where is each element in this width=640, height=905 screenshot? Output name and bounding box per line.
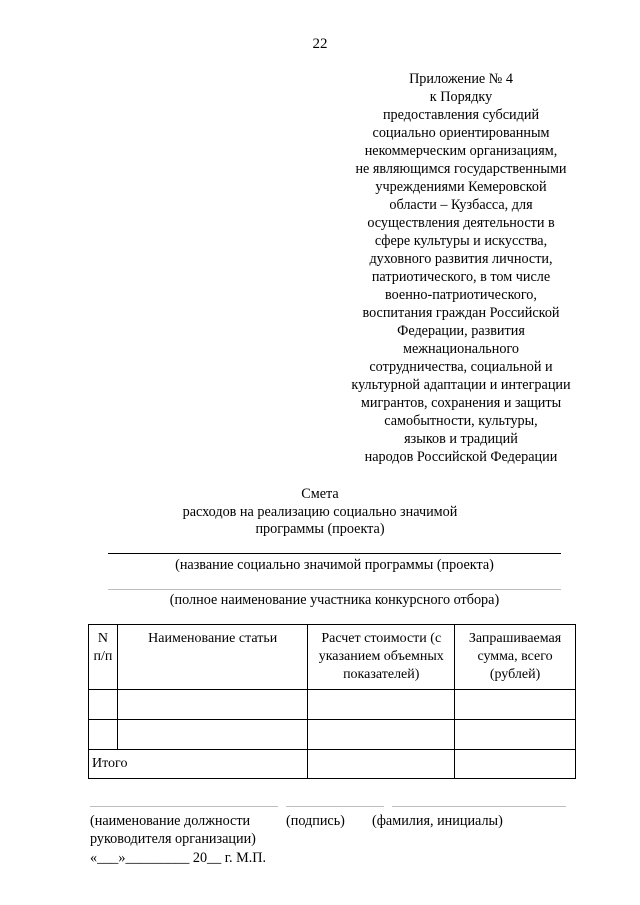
- estimate-subtitle-line-2: программы (проекта): [255, 521, 385, 537]
- date-stamp-line: «___»_________ 20__ г. М.П.: [90, 850, 267, 866]
- header-cost-calculation: Расчет стоимости (с указанием объемных показателей): [308, 625, 455, 690]
- participant-name-line: [108, 589, 561, 590]
- annex-line: предоставления субсидий: [382, 107, 540, 123]
- annex-line: Приложение № 4: [409, 71, 513, 87]
- table-header-row: [89, 625, 576, 690]
- annex-line: области – Кузбасса, для: [389, 197, 533, 213]
- annex-header: [330, 70, 592, 466]
- annex-line: социально ориентированным: [372, 125, 550, 141]
- annex-line: культурной адаптации и интеграции: [351, 377, 571, 393]
- position-label: (наименование должности: [90, 813, 251, 829]
- annex-line: самобытности, культуры,: [384, 413, 538, 429]
- sign-signature-line: [286, 806, 384, 807]
- annex-line: духовного развития личности,: [369, 251, 553, 267]
- table-cell[interactable]: [117, 690, 307, 720]
- table-row: [89, 720, 576, 750]
- annex-line: не являющимся государственными: [355, 161, 567, 177]
- estimate-title: Смета: [301, 486, 339, 502]
- table-cell[interactable]: [308, 720, 455, 750]
- annex-line: Федерации, развития: [397, 323, 525, 339]
- annex-line: сотрудничества, социальной и: [369, 359, 553, 375]
- annex-line: воспитания граждан Российской: [362, 305, 560, 321]
- table-cell[interactable]: [89, 720, 118, 750]
- annex-line: к Порядку: [429, 89, 493, 105]
- table-cell[interactable]: [117, 720, 307, 750]
- annex-line: языков и традиций: [404, 431, 518, 447]
- annex-line: народов Российской Федерации: [364, 449, 558, 465]
- estimate-table: [88, 624, 576, 779]
- annex-line: мигрантов, сохранения и защиты: [360, 395, 562, 411]
- participant-name-caption: (полное наименование участника конкурсного отбора): [169, 592, 500, 608]
- annex-line: сфере культуры и искусства,: [374, 233, 548, 249]
- annex-line: военно-патриотического,: [385, 287, 537, 303]
- total-label: Итого: [89, 750, 308, 779]
- name-signature-line: [392, 806, 566, 807]
- annex-line: осуществления деятельности в: [367, 215, 555, 231]
- estimate-subtitle-line-1: расходов на реализацию социально значимой: [182, 503, 458, 520]
- table-cell[interactable]: [308, 690, 455, 720]
- total-calc-cell[interactable]: [308, 750, 455, 779]
- annex-line: патриотического, в том числе: [371, 269, 551, 285]
- annex-line: межнационального: [402, 341, 520, 357]
- header-requested-sum: Запрашиваемая сумма, всего (рублей): [455, 625, 576, 690]
- position-signature-line: [90, 806, 278, 807]
- page-number: 22: [312, 36, 328, 52]
- table-row: [89, 690, 576, 720]
- header-item-name: Наименование статьи: [117, 625, 307, 690]
- table-cell[interactable]: [89, 690, 118, 720]
- program-name-line: [108, 553, 561, 554]
- table-total-row: [89, 750, 576, 779]
- table-cell[interactable]: [455, 690, 576, 720]
- estimate-title-block: [130, 486, 510, 539]
- name-label: (фамилия, инициалы): [372, 813, 503, 829]
- position-label-line-2: руководителя организации): [90, 831, 256, 847]
- annex-line: некоммерческим организациям,: [364, 143, 558, 159]
- total-sum-cell[interactable]: [455, 750, 576, 779]
- sign-label: (подпись): [286, 813, 345, 829]
- header-number: N п/п: [89, 625, 118, 690]
- annex-line: учреждениями Кемеровской: [375, 179, 547, 195]
- table-cell[interactable]: [455, 720, 576, 750]
- program-name-caption: (название социально значимой программы (проекта): [175, 557, 494, 573]
